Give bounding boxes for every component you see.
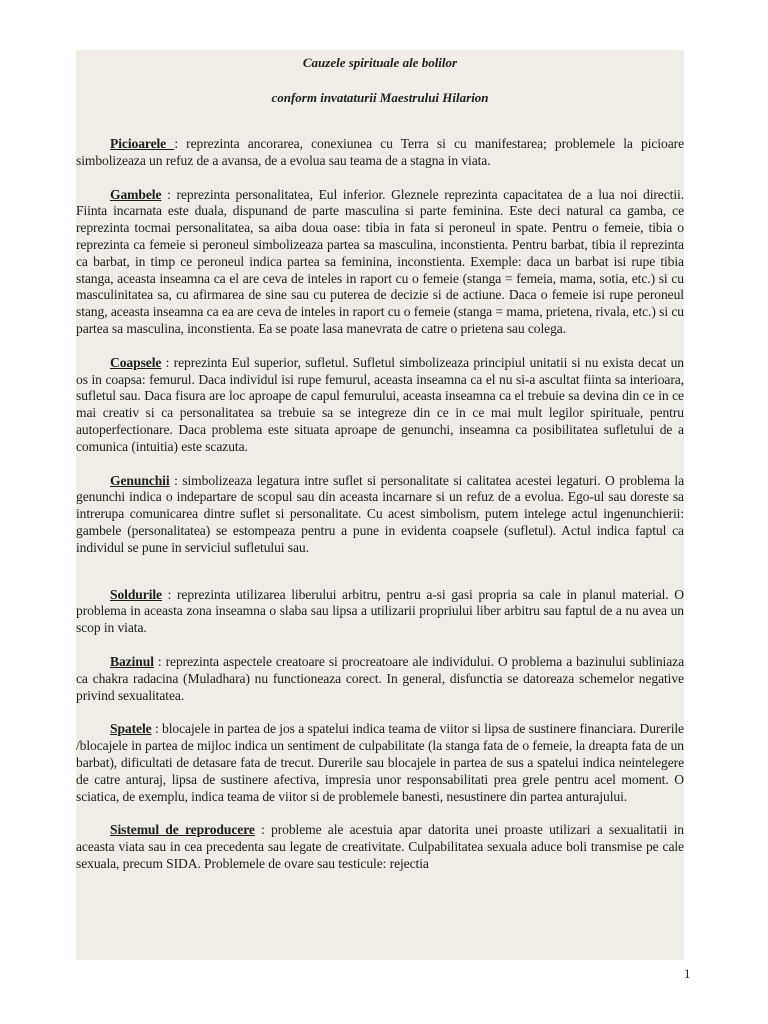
section-text: : reprezinta Eul superior, sufletul. Sufletul simbolizeaza principiul unitatii si nu exista decat un os in coapsa: femurul. Daca individul isi rupe femurul, aceasta inseamna ca el nu si-a ascultat fiinta sa interioara, sufletul sau. Daca fisura are loc aproape de capul femurului, aceasta inseamna ca el trebuie sa devina din ce in ce mai creativ si ca personalitatea sa trebuie sa se integreze din ce in ce mai mult legilor spirituale, pentru autoperfectionare. Daca problema este situata aproape de genunchi, inseamna ca posibilitatea sufletului de a comunica (intuitia) este scazuta. xyxy=(76,354,684,454)
section-text: : blocajele in partea de jos a spatelui indica teama de viitor si lipsa de sustinere financiara. Durerile /blocajele in partea de mijloc indica un sentiment de culpabilitate (la stanga fata de o femeie, la dreapta fata de un barbat), dificultati de detasare fata de trecut. Durerile sau blocajele in partea de sus a spatelui indica neintelegere de catre anturaj, lipsa de sustinere afectiva, impresia unor responsabilitati prea grele pentru acel moment. O sciatica, de exemplu, indica teama de viitor si de problemele banesti, nesustinere din partea anturajului. xyxy=(76,721,684,804)
section-coapsele xyxy=(76,355,684,456)
section-term: Genunchii xyxy=(110,472,170,488)
section-genunchii xyxy=(76,473,684,557)
section-text: : reprezinta aspectele creatoare si procreatoare ale individului. O problema a bazinului subliniaza ca chakra radacina (Muladhara) nu functioneaza corect. In general, disfunctia se datoreaza schemelor negative privind sexualitatea. xyxy=(76,653,684,703)
page-number: 1 xyxy=(684,966,691,981)
section-term: Sistemul de reproducere xyxy=(110,822,255,838)
section-text: : reprezinta personalitatea, Eul inferior. Gleznele reprezinta capacitatea de a lua noi directii. Fiinta incarnata este duala, dispunand de parte masculina si parte feminina. Este deci natural ca gamba, ce reprezinta tocmai personalitatea, sa aiba doua oase: tibia in fata si peroneul in spate. Pentru o femeie, tibia o reprezinta ca femeie si peroneul simbolizeaza partea sa masculina, inconstienta. Pentru barbat, tibia il reprezinta ca barbat, in timp ce peroneul indica partea sa feminina, inconstienta. Exemple: daca un barbat isi rupe tibia stanga, aceasta inseamna ca el are ceva de inteles in raport cu o femeie (stanga = femeia, mama, sotia, etc.) si cu masculinitatea sa, cu afirmarea de sine sau cu puterea de decizie si de actiune. Daca o femeie isi rupe peroneul stang, aceasta inseamna ca ea are ceva de inteles in raport cu o femeie (stanga = mama, prietena, rivala, etc.) si cu partea sa masculina, inconstienta. Ea se poate lasa manevrata de catre o prietena sau colega. xyxy=(76,186,684,336)
section-term: Bazinul xyxy=(110,653,154,669)
section-soldurile xyxy=(76,587,684,637)
section-picioarele xyxy=(76,136,684,170)
section-term: Picioarele xyxy=(110,136,175,151)
section-spatele xyxy=(76,721,684,805)
section-text: : simbolizeaza legatura intre suflet si personalitate si calitatea acestei legaturi. O problema la genunchi indica o indepartare de scopul sau din aceasta incarnare si un refuz de a evolua. Ego-ul sau doreste sa intrerupa comunicarea dintre suflet si personalitate. Cu acest simbolism, putem intelege actul ingenunchierii: gambele (personalitatea) se estompeaza pentru a pune in evidenta coapsele (sufletul). Actul indica faptul ca individul se pune in serviciul sufletului sau. xyxy=(76,472,684,555)
section-sistemul-de-reproducere xyxy=(76,822,684,872)
section-term: Coapsele xyxy=(110,354,162,370)
section-term: Spatele xyxy=(110,721,152,737)
section-term: Gambele xyxy=(110,186,162,202)
section-text: : reprezinta ancorarea, conexiunea cu Terra si cu manifestarea; problemele la picioare simbolizeaza un refuz de a avansa, de a evolua sau teama de a stagna in viata. xyxy=(76,136,684,168)
section-gambele xyxy=(76,187,684,338)
document-subtitle: conform invataturii Maestrului Hilarion xyxy=(271,90,489,105)
section-term: Soldurile xyxy=(110,586,162,602)
section-text: : reprezinta utilizarea liberului arbitru, pentru a-si gasi propria sa cale in planul material. O problema in aceasta zona inseamna o slaba sau lipsa a utilizarii propriului liber arbitru sau faptul de a nu avea un scop in viata. xyxy=(76,586,684,636)
section-bazinul xyxy=(76,654,684,704)
section-text: : probleme ale acestuia apar datorita unei proaste utilizari a sexualitatii in aceasta viata sau in cea precedenta sau legate de creativitate. Culpabilitatea sexuala aduce boli transmise pe cale sexuala, precum SIDA. Problemele de ovare sau testicule: rejectia xyxy=(76,822,684,871)
document-title: Cauzele spirituale ale bolilor xyxy=(302,55,458,70)
document-page xyxy=(76,50,684,960)
